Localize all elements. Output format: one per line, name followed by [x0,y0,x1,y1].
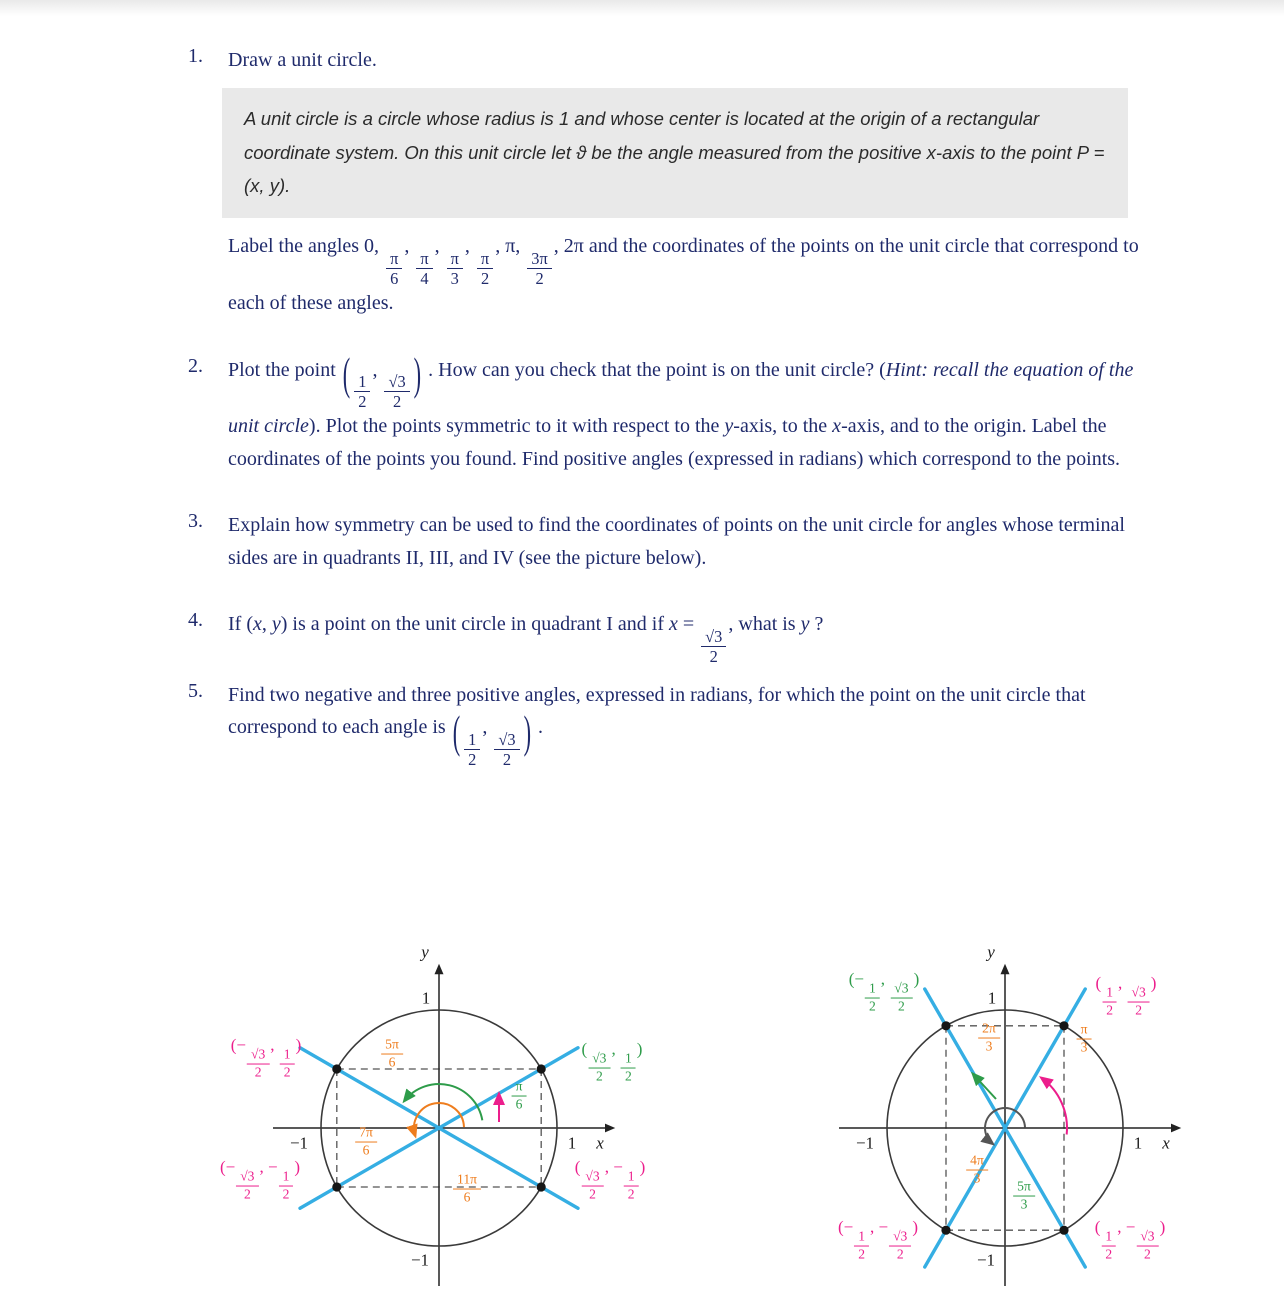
fraction: $\frac{1}{2}$ [854,1230,869,1262]
problem-2-text: Plot the point ( $\frac{1}{2}$ , $\frac{√3}{2}$ ) . How can you check that the point is on the unit circle? (Hint: recall the equation of the unit circle). Plot the points symmetric to it with respect to the y-axis, to the x-axis, and to the origin. Label the coordinates of the points you found. Find positive angles (expressed in radians) which correspond to the points. [228,347,1134,470]
big-paren: ) [413,347,422,400]
problem-2 [188,347,1284,480]
coord-label-120: (− $\frac{1}{2}$ , $\frac{√3}{2}$ ) [848,969,920,1014]
fraction: $\frac{4\pi}{3}$ [966,1154,988,1186]
unit-circle-definition-note: A unit circle is a circle whose radius is 1 and whose center is located at the origin of a rectangular coordinate system. On this unit circle let ϑ be the angle measured from the positive x-axis to the point P = (x, y). [222,88,1128,218]
fraction: $\frac{5\pi}{6}$ [381,1038,403,1070]
problem-3-text: Explain how symmetry can be used to find the coordinates of points on the unit circle for angles whose terminal sides are in quadrants II, III, and IV (see the picture below). [228,514,1125,569]
problem-1-task: Label the angles 0, $\frac{\pi}{6}$ , $\frac{\pi}{4}$ , $\frac{\pi}{3}$ , $\frac{\pi}{2}$ , π, $\frac{3\pi}{2}$ , 2π and the coordinates of the points on the unit circle that correspond to each of these angles. [228,235,1139,315]
fraction: $\frac{5\pi}{3}$ [1013,1180,1035,1212]
x-tick-neg-1: −1 [289,1133,309,1153]
fraction: $\frac{√3}{2}$ [889,1230,911,1262]
fraction: $\frac{1}{2}$ [621,1052,636,1084]
problem-number: 3. [188,510,203,533]
left-unit-circle-svg [214,936,684,1296]
y-axis-label: y [421,942,429,962]
y-tick-1: 1 [421,988,431,1008]
problem-3 [188,509,1284,578]
fraction: $\frac{\pi}{4}$ [416,250,432,287]
problem-number: 2. [188,354,203,377]
fraction: $\frac{1}{2}$ [280,1048,295,1080]
angle-label-11pi-6 [452,1162,482,1205]
angle-label-2pi-3 [977,1011,1001,1054]
big-paren: ( [452,705,461,757]
fraction: $\frac{1}{2}$ [624,1170,639,1202]
problem-3-body [228,509,1140,578]
problem-5 [188,679,1284,772]
fraction: $\frac{√3}{2}$ [494,731,519,768]
angle-label-pi-6 [511,1069,528,1112]
x-axis-label: x [1162,1133,1170,1153]
angle-label-7pi-6 [354,1115,378,1158]
problem-5-body [228,679,1140,772]
fraction: $\frac{1}{2}$ [1101,1230,1116,1262]
fraction: $\frac{√3}{2}$ [581,1170,603,1202]
x-axis-label: x [596,1133,604,1153]
fraction: $\frac{1}{2}$ [464,731,480,768]
big-paren: ) [523,705,532,757]
fraction: $\frac{√3}{2}$ [1136,1230,1158,1262]
problem-5-text: Find two negative and three positive angles, expressed in radians, for which the point on the unit circle that correspond to each angle is ( $\frac{1}{2}$ , $\frac{√3}{2}$ ) . [228,683,1086,770]
y-tick-neg-1: −1 [410,1250,430,1270]
problem-1-body [228,44,1140,324]
y-tick-1: 1 [987,988,997,1008]
problem-1 [188,44,1284,324]
coord-label-30: ( $\frac{√3}{2}$ , $\frac{1}{2}$ ) [581,1039,643,1084]
fraction: $\frac{2\pi}{3}$ [978,1022,1000,1054]
problem-number: 1. [188,45,203,67]
fraction: $\frac{√3}{2}$ [247,1048,269,1080]
fraction: $\frac{√3}{2}$ [890,982,912,1014]
fraction: $\frac{1}{2}$ [865,982,880,1014]
y-tick-neg-1: −1 [976,1250,996,1270]
angle-label-5pi-6 [380,1027,404,1070]
fraction: $\frac{1}{2}$ [1102,986,1117,1018]
fraction: $\frac{√3}{2}$ [236,1170,258,1202]
fraction: $\frac{√3}{2}$ [384,373,409,410]
fraction: $\frac{\pi}{6}$ [386,250,402,287]
coord-label-240: (− $\frac{1}{2}$ , − $\frac{√3}{2}$ ) [837,1217,919,1262]
fraction: $\frac{√3}{2}$ [701,628,726,665]
fraction: $\frac{1}{2}$ [279,1170,294,1202]
fraction: $\frac{11\pi}{6}$ [453,1173,481,1205]
problem-number: 4. [188,609,203,632]
fraction: $\frac{\pi}{3}$ [447,250,463,287]
problem-2-body [228,347,1140,480]
fraction: $\frac{7\pi}{6}$ [355,1126,377,1158]
y-axis-label: y [987,942,995,962]
fraction: $\frac{√3}{2}$ [1128,986,1150,1018]
fraction: $\frac{\pi}{3}$ [1077,1023,1092,1055]
fraction: $\frac{\pi}{2}$ [477,250,493,287]
coord-label-150: (− $\frac{√3}{2}$ , $\frac{1}{2}$ ) [230,1035,302,1080]
angle-label-4pi-3 [965,1143,989,1186]
unit-circle-diagrams [214,936,1250,1296]
angle-label-5pi-3 [1012,1169,1036,1212]
fraction: $\frac{\pi}{6}$ [512,1080,527,1112]
diagram-30-degree-family [214,936,684,1296]
x-tick-neg-1: −1 [855,1133,875,1153]
problem-4-text: If (x, y) is a point on the unit circle in quadrant I and if x = $\frac{√3}{2}$ , what is y ? [228,613,824,666]
fraction: $\frac{1}{2}$ [354,373,370,410]
angle-label-pi-3 [1076,1012,1093,1055]
fraction: $\frac{3\pi}{2}$ [527,250,551,287]
fraction: $\frac{√3}{2}$ [588,1052,610,1084]
coord-label-210: (− $\frac{√3}{2}$ , − $\frac{1}{2}$ ) [219,1157,301,1202]
problem-4 [188,608,1284,669]
big-paren: ( [342,347,351,400]
coord-label-300: ( $\frac{1}{2}$ , − $\frac{√3}{2}$ ) [1094,1217,1166,1262]
problem-1-intro: Draw a unit circle. [228,49,377,71]
x-tick-1: 1 [1133,1133,1143,1153]
coord-label-330: ( $\frac{√3}{2}$ , − $\frac{1}{2}$ ) [574,1157,646,1202]
diagram-60-degree-family [780,936,1250,1296]
coord-label-60: ( $\frac{1}{2}$ , $\frac{√3}{2}$ ) [1095,973,1157,1018]
problem-number: 5. [188,679,203,702]
problem-4-body [228,608,1140,669]
x-tick-1: 1 [567,1133,577,1153]
